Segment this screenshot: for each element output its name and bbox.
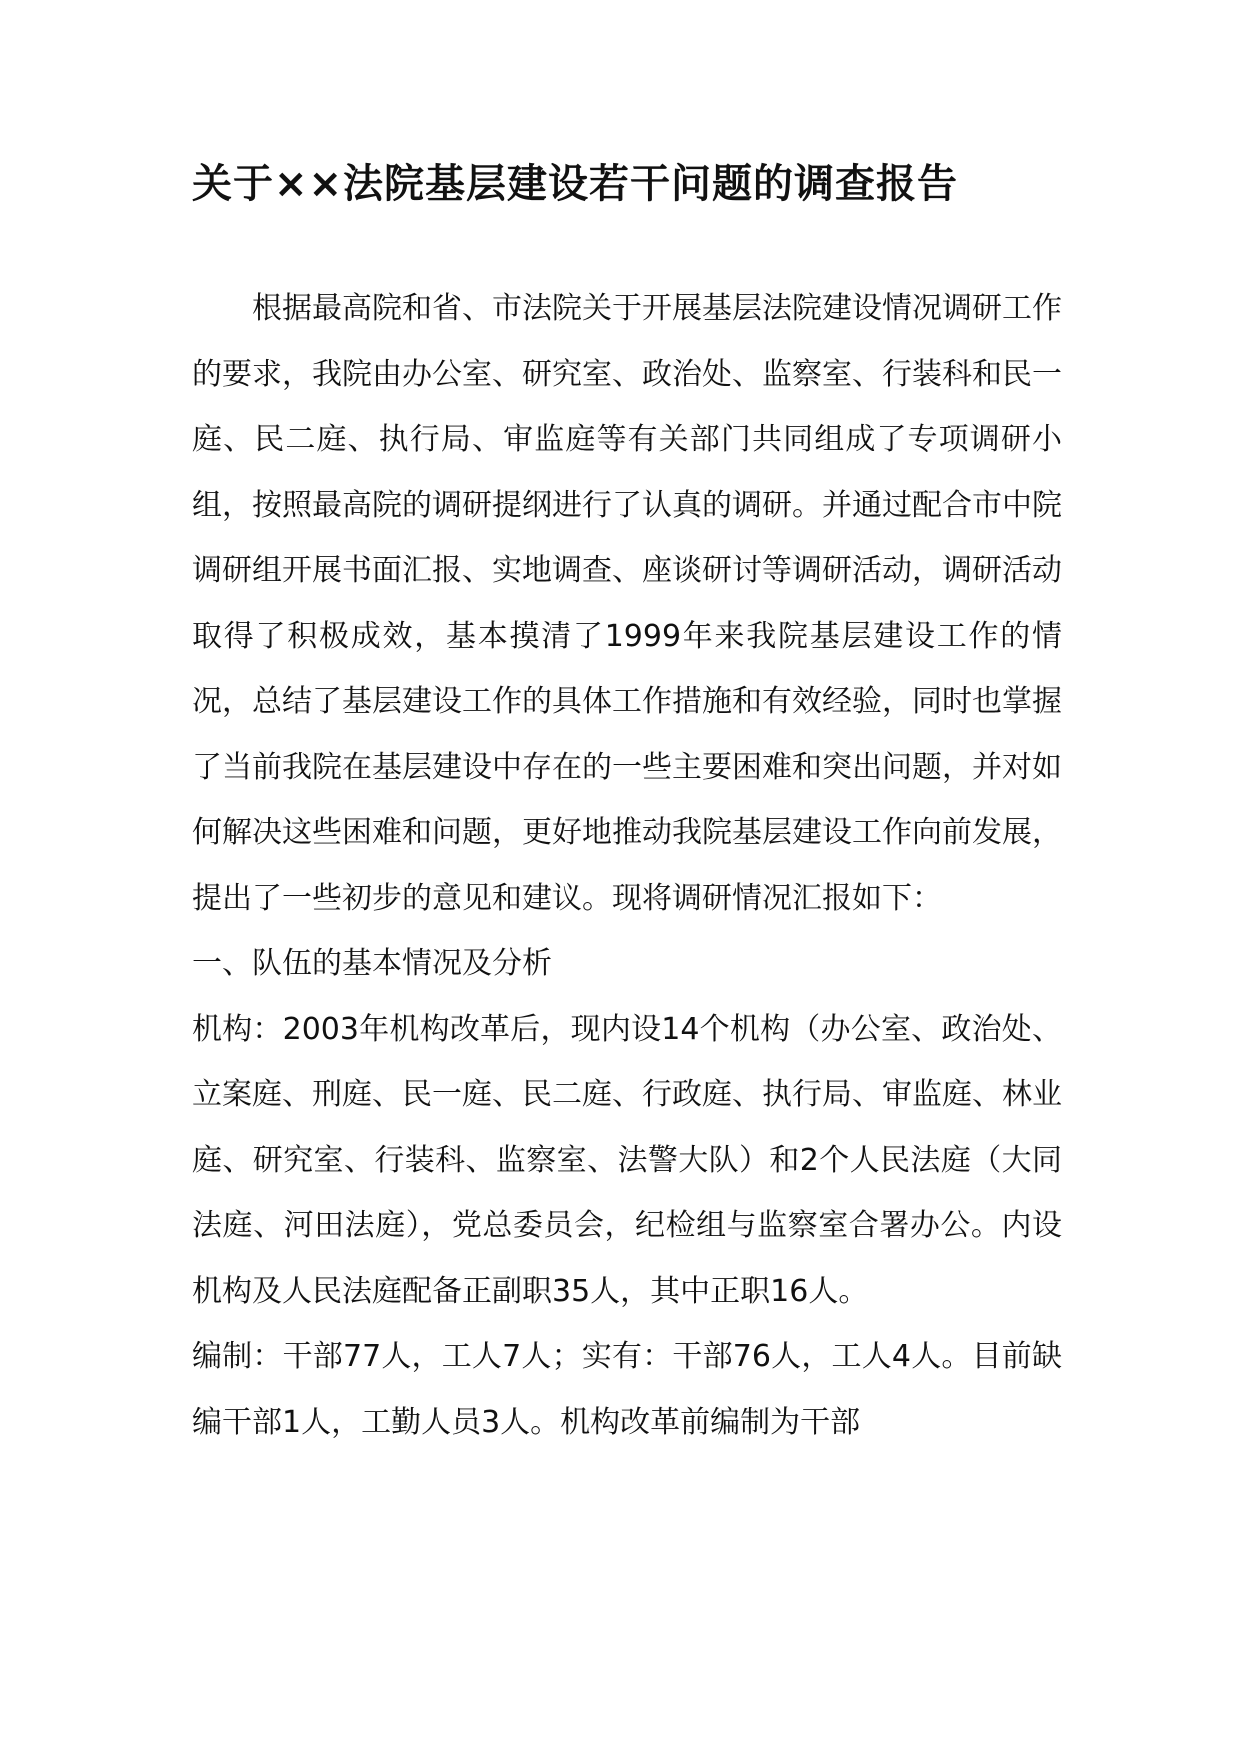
intro-paragraph: 根据最高院和省、市法院关于开展基层法院建设情况调研工作的要求，我院由办公室、研究室、政治处、监察室、行装科和民一庭、民二庭、执行局、审监庭等有关部门共同组成了专项调研小组，按照最高院的调研提纲进行了认真的调研。并通过配合市中院调研组开展书面汇报、实地调查、座谈研讨等调研活动，调研活动取得了积极成效，基本摸清了1999年来我院基层建设工作的情况，总结了基层建设工作的具体工作措施和有效经验，同时也掌握了当前我院在基层建设中存在的一些主要困难和突出问题，并对如何解决这些困难和问题，更好地推动我院基层建设工作向前发展，提出了一些初步的意见和建议。现将调研情况汇报如下：	[192, 291, 1062, 916]
staffing-paragraph: 编制：干部77人，工人7人；实有：干部76人，工人4人。目前缺编干部1人，工勤人员3人。机构改革前编制为干部	[192, 1339, 1062, 1440]
section-1-heading: 一、队伍的基本情况及分析	[192, 946, 552, 981]
institutions-paragraph: 机构：2003年机构改革后，现内设14个机构（办公室、政治处、立案庭、刑庭、民一庭、民二庭、行政庭、执行局、审监庭、林业庭、研究室、行装科、监察室、法警大队）和2个人民法庭（大同法庭、河田法庭），党总委员会，纪检组与监察室合署办公。内设机构及人民法庭配备正副职35人，其中正职16人。	[192, 1011, 1062, 1309]
document-title: 关于××法院基层建设若干问题的调查报告	[192, 161, 959, 207]
document-body	[192, 276, 1062, 1455]
document-page	[192, 150, 1062, 1455]
